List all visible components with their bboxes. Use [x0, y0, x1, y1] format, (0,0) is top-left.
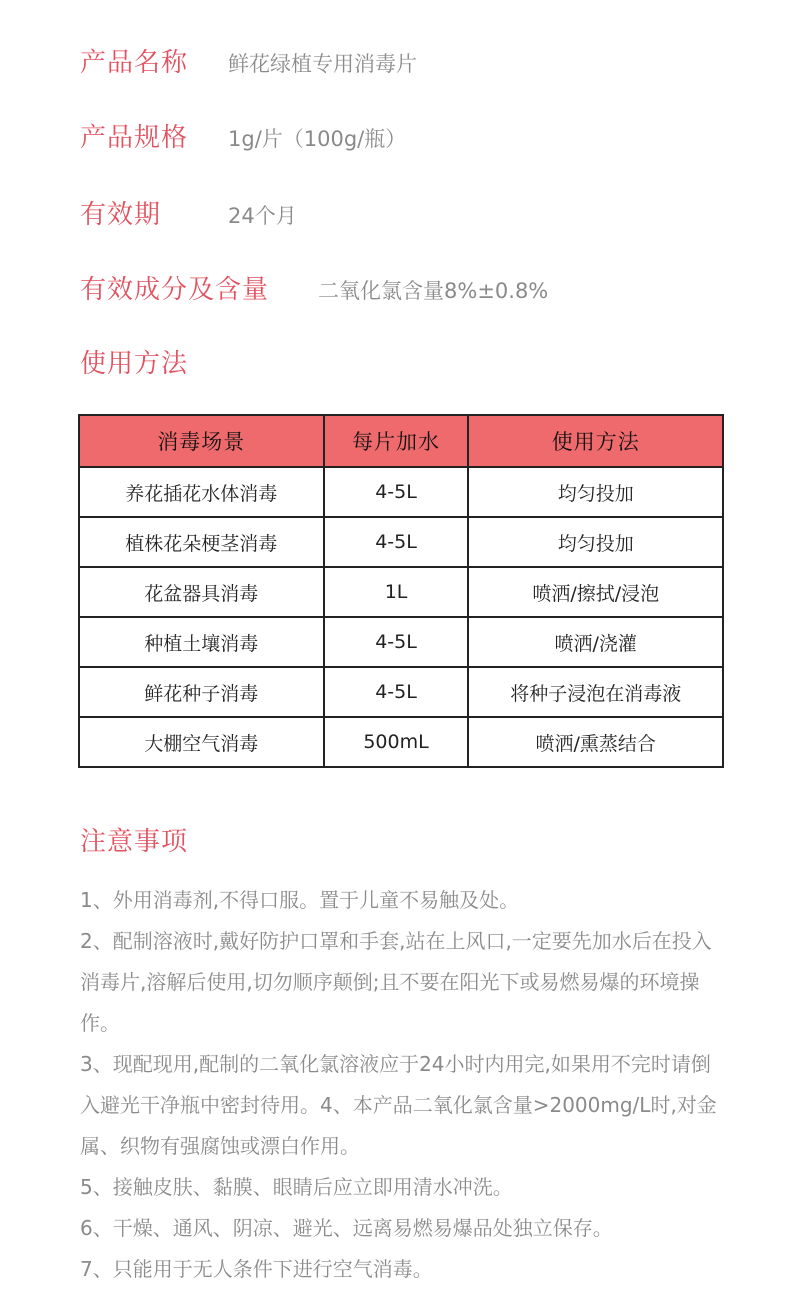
note-item: 3、现配现用,配制的二氧化氯溶液应于24小时内用完,如果用不完时请倒入避光干净瓶中密封待用。4、本产品二氧化氯含量>2000mg/L时,对金属、织物有强腐蚀或漂白作用。: [80, 1052, 717, 1158]
table-cell: 4-5L: [324, 667, 469, 717]
table-row: [79, 667, 723, 717]
notes-heading: 注意事项: [80, 827, 189, 857]
table-cell: 植株花朵梗茎消毒: [79, 517, 324, 567]
notes-list: [80, 880, 720, 1290]
info-label: 有效成分及含量: [80, 275, 270, 305]
table-cell: 均匀投加: [468, 517, 723, 567]
table-cell: 大棚空气消毒: [79, 717, 324, 767]
column-header: 使用方法: [468, 415, 723, 467]
table-cell: 花盆器具消毒: [79, 567, 324, 617]
table-cell: 喷洒/浇灌: [468, 617, 723, 667]
table-row: [79, 567, 723, 617]
column-header: 消毒场景: [79, 415, 324, 467]
table-cell: 种植土壤消毒: [79, 617, 324, 667]
table-row: [79, 717, 723, 767]
note-item: 1、外用消毒剂,不得口服。置于儿童不易触及处。: [80, 888, 520, 912]
note-item: 6、干燥、通风、阴凉、避光、远离易燃易爆品处独立保存。: [80, 1216, 613, 1240]
info-value: 二氧化氯含量8%±0.8%: [318, 279, 549, 303]
info-value: 1g/片（100g/瓶）: [228, 127, 407, 151]
info-label: 产品名称: [80, 48, 189, 78]
info-label: 有效期: [80, 200, 162, 230]
info-label: 产品规格: [80, 123, 189, 153]
note-item: 7、只能用于无人条件下进行空气消毒。: [80, 1257, 433, 1281]
table-cell: 500mL: [324, 717, 469, 767]
info-value: 鲜花绿植专用消毒片: [228, 52, 417, 76]
table-row: [79, 467, 723, 517]
info-row-spec: [80, 117, 406, 154]
usage-heading: 使用方法: [80, 349, 189, 379]
info-row-expiry: [80, 194, 297, 231]
table-cell: 将种子浸泡在消毒液: [468, 667, 723, 717]
info-row-name: [80, 42, 417, 79]
info-row-ingredient: [80, 269, 548, 306]
column-header: 每片加水: [324, 415, 469, 467]
table-cell: 1L: [324, 567, 469, 617]
table-header-row: [79, 415, 723, 467]
table-cell: 喷洒/熏蒸结合: [468, 717, 723, 767]
table-cell: 喷洒/擦拭/浸泡: [468, 567, 723, 617]
table-cell: 鲜花种子消毒: [79, 667, 324, 717]
table-cell: 养花插花水体消毒: [79, 467, 324, 517]
info-value: 24个月: [228, 204, 297, 228]
note-item: 2、配制溶液时,戴好防护口罩和手套,站在上风口,一定要先加水后在投入消毒片,溶解后使用,切勿顺序颠倒;且不要在阳光下或易燃易爆的环境操作。: [80, 929, 712, 1035]
table-row: [79, 617, 723, 667]
table-row: [79, 517, 723, 567]
note-item: 5、接触皮肤、黏膜、眼睛后应立即用清水冲洗。: [80, 1175, 513, 1199]
table-cell: 4-5L: [324, 517, 469, 567]
table-cell: 4-5L: [324, 617, 469, 667]
table-cell: 4-5L: [324, 467, 469, 517]
table-cell: 均匀投加: [468, 467, 723, 517]
usage-table: [78, 414, 724, 768]
